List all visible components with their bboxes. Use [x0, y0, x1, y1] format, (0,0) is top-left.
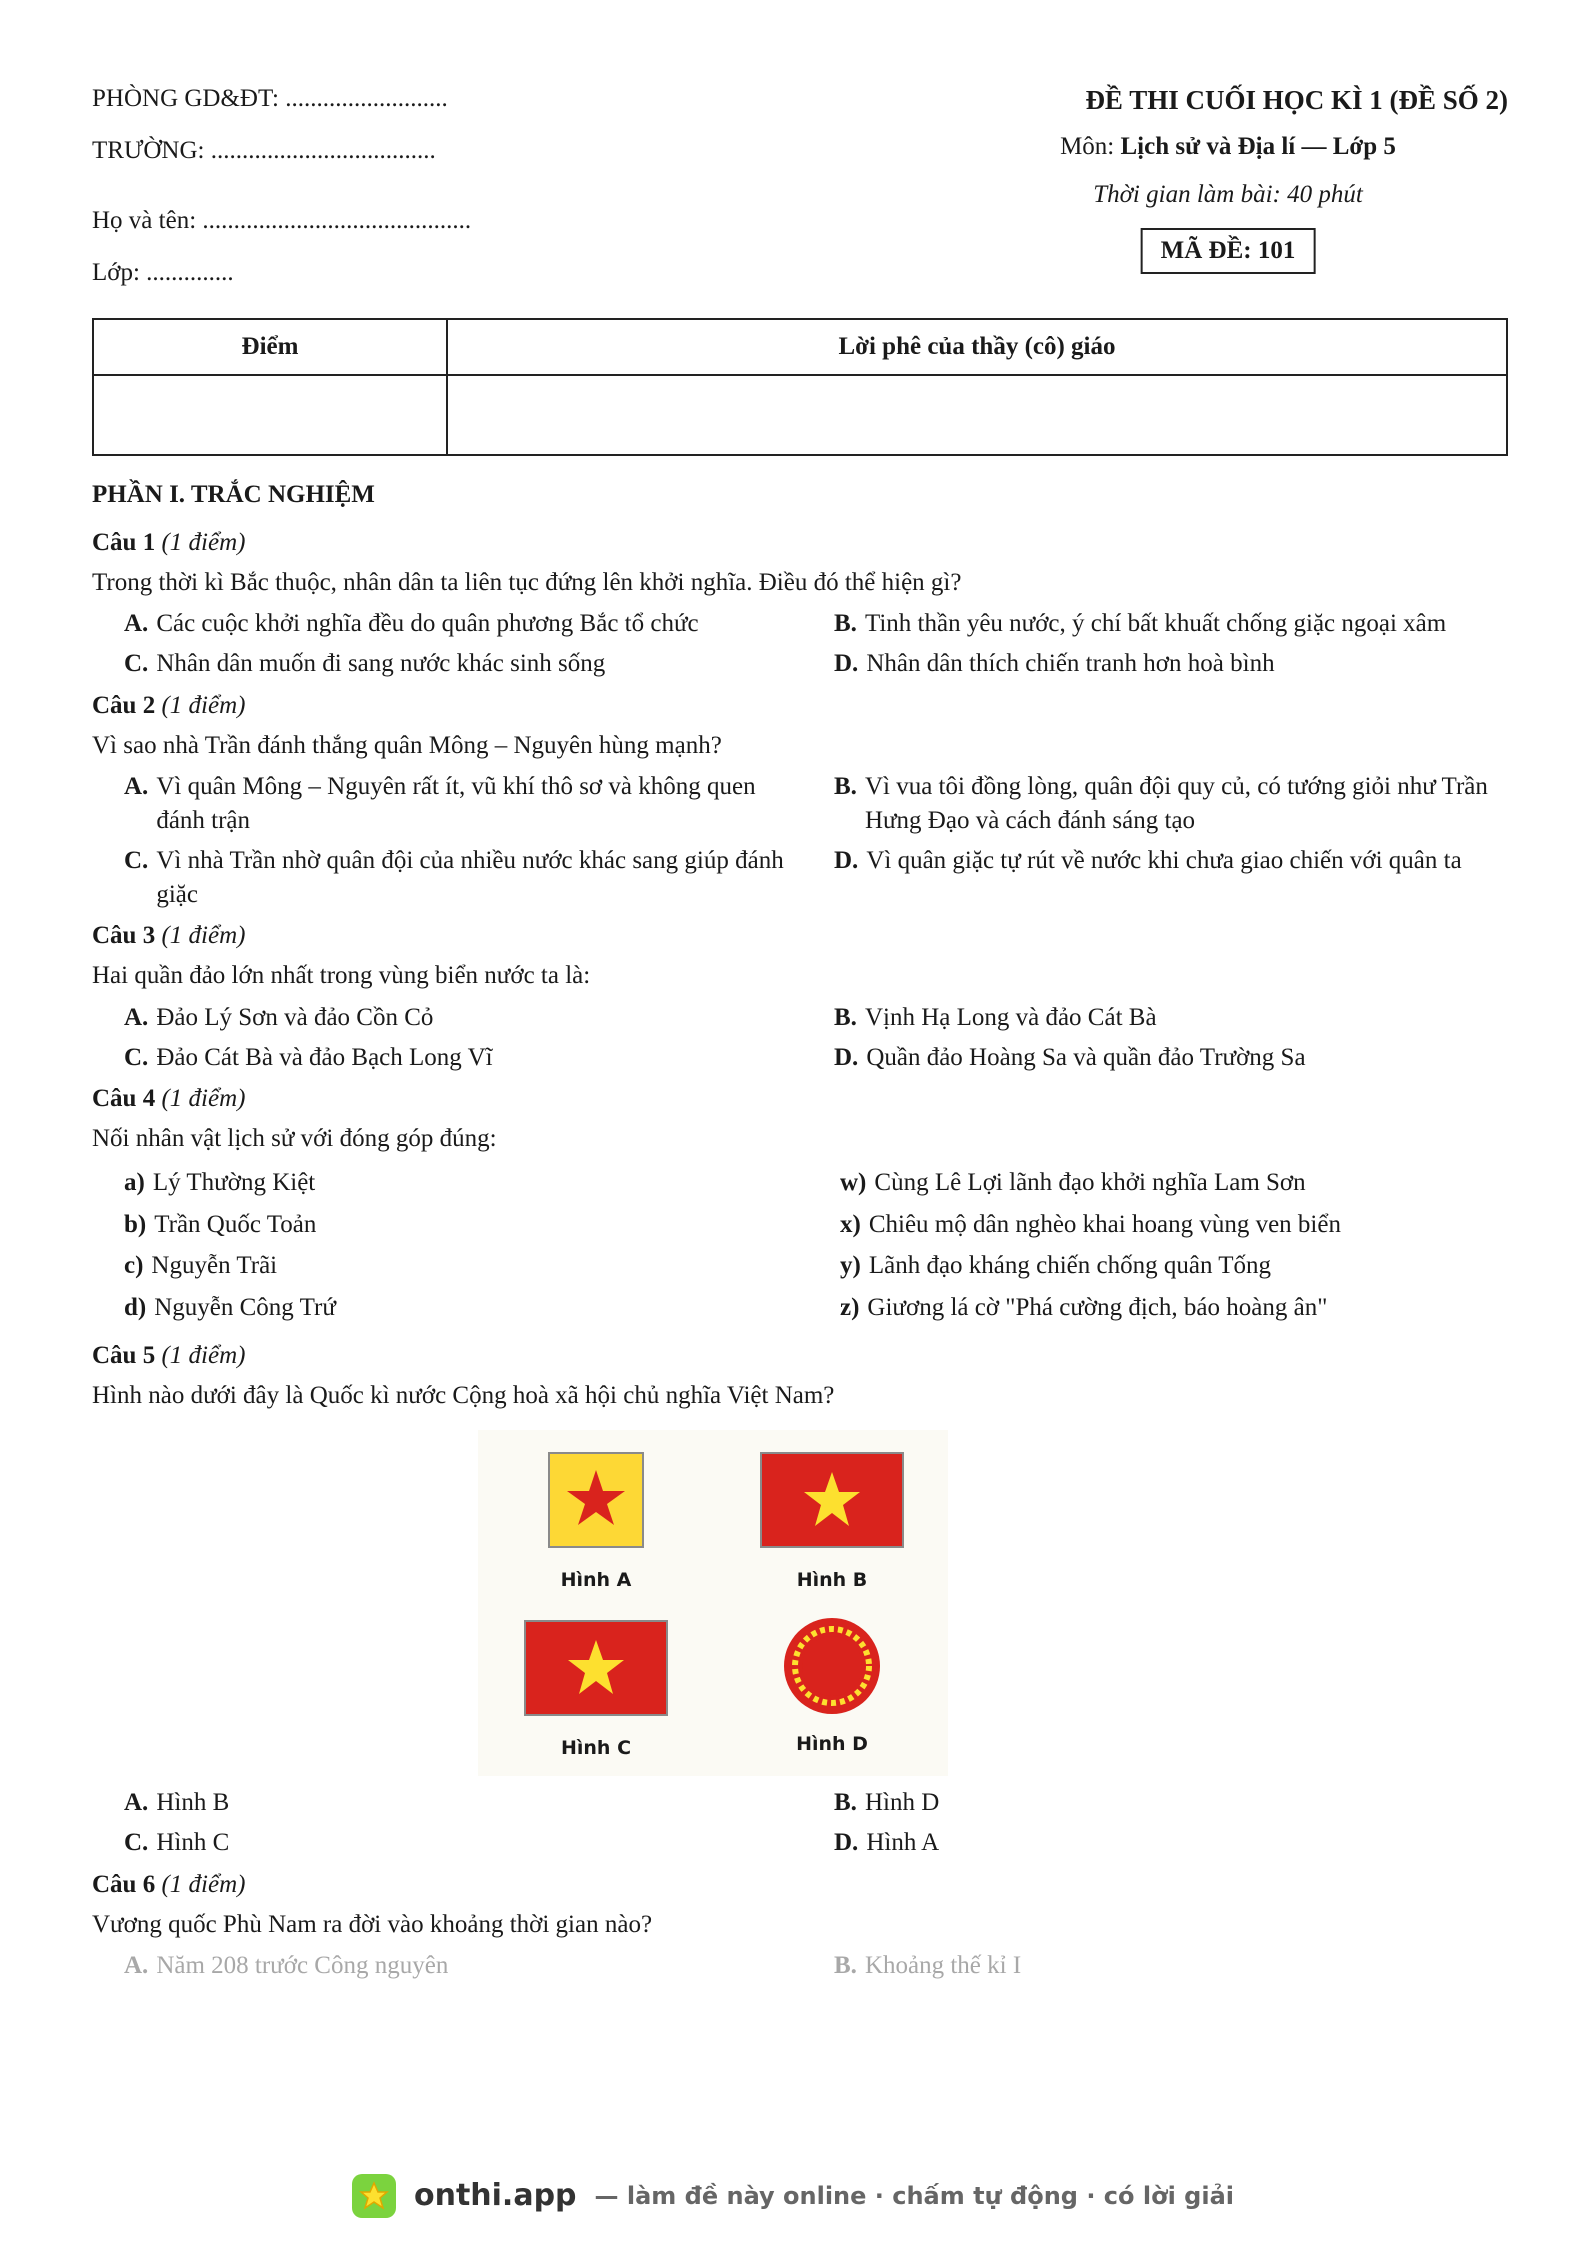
section-title: PHẦN I. TRẮC NGHIỆM [92, 481, 375, 508]
question-label: Câu 1 [92, 528, 156, 556]
option-a[interactable] [92, 1949, 802, 1983]
comment-cell [447, 375, 1507, 455]
match-right-w[interactable] [804, 1166, 1508, 1200]
question-1 [92, 526, 1508, 681]
match-right-z[interactable] [804, 1291, 1508, 1325]
match-text: Nguyễn Công Trứ [154, 1294, 336, 1321]
option-b[interactable] [802, 1786, 1508, 1820]
option-b[interactable] [802, 1001, 1508, 1035]
option-letter: D. [834, 846, 859, 874]
red-flag-yellow-star-icon [760, 1452, 904, 1548]
option-text: Hình B [156, 1789, 230, 1817]
footer-brand[interactable]: onthi.app [413, 2177, 577, 2213]
question-3 [92, 919, 1508, 1074]
match-letter: w) [840, 1168, 867, 1196]
question-4 [92, 1082, 1508, 1325]
option-text: Vịnh Hạ Long và đảo Cát Bà [864, 1003, 1157, 1031]
option-letter: D. [834, 650, 859, 677]
match-left-a[interactable] [92, 1166, 804, 1200]
exam-title: ĐỀ THI CUỐI HỌC KÌ 1 (ĐỀ SỐ 2) [1085, 85, 1508, 115]
matching-grid [92, 1166, 1508, 1325]
match-letter: c) [124, 1252, 144, 1280]
match-text: Chiêu mộ dân nghèo khai hoang vùng ven biển [868, 1210, 1341, 1238]
option-b[interactable] [802, 607, 1508, 641]
option-a[interactable] [92, 1001, 802, 1035]
lop-field: Lớp: .............. [92, 259, 234, 286]
match-letter: d) [124, 1294, 147, 1321]
question-points: (1 điểm) [161, 691, 246, 719]
option-text: Khoảng thế kỉ I [864, 1952, 1022, 1980]
option-b[interactable] [802, 1949, 1508, 1983]
red-flag-yellow-star-icon [524, 1620, 668, 1716]
question-points: (1 điểm) [161, 922, 246, 950]
match-left-b[interactable] [92, 1208, 804, 1242]
option-text: Hình D [864, 1789, 940, 1817]
option-text: Tinh thần yêu nước, ý chí bất khuất chống giặc ngoại xâm [864, 610, 1447, 638]
option-d[interactable] [802, 647, 1508, 681]
match-text: Lý Thường Kiệt [152, 1168, 316, 1196]
option-c[interactable] [92, 1826, 802, 1860]
option-c[interactable] [92, 647, 802, 681]
option-b[interactable] [802, 770, 1508, 838]
question-text: Vì sao nhà Trần đánh thắng quân Mông – Nguyên hùng mạnh? [92, 731, 722, 759]
match-text: Giương lá cờ "Phá cường địch, báo hoàng ân" [867, 1294, 1328, 1321]
question-text: Hai quần đảo lớn nhất trong vùng biển nước ta là: [92, 962, 591, 989]
comment-header: Lời phê của thầy (cô) giáo [447, 319, 1507, 375]
ma-de-box: MÃ ĐỀ: 101 [1141, 228, 1316, 274]
option-letter: C. [124, 1043, 149, 1071]
option-a[interactable] [92, 607, 802, 641]
figure-d [782, 1616, 882, 1757]
match-text: Trần Quốc Toản [154, 1210, 317, 1238]
option-letter: A. [124, 773, 149, 801]
phong-gd-field: PHÒNG GD&ĐT: .......................... [92, 85, 448, 112]
match-letter: b) [124, 1210, 147, 1238]
match-right-y[interactable] [804, 1249, 1508, 1283]
option-letter: D. [834, 1043, 859, 1071]
option-a[interactable] [92, 1786, 802, 1820]
option-letter: A. [124, 1789, 149, 1817]
question-title [92, 689, 1508, 723]
question-label: Câu 2 [92, 691, 156, 719]
match-text: Cùng Lê Lợi lãnh đạo khởi nghĩa Lam Sơn [874, 1168, 1306, 1196]
option-letter: B. [834, 610, 857, 638]
subject-name: Lịch sử và Địa lí — Lớp 5 [1120, 133, 1396, 160]
match-letter: x) [840, 1210, 861, 1238]
onthi-logo [352, 2174, 396, 2218]
option-text: Vì quân giặc tự rút về nước khi chưa giao chiến với quân ta [866, 846, 1462, 874]
match-letter: y) [840, 1252, 861, 1280]
option-letter: B. [834, 1789, 857, 1817]
score-table [92, 318, 1508, 456]
option-letter: A. [124, 1003, 149, 1031]
question-6 [92, 1868, 1508, 1983]
option-letter: D. [834, 1829, 859, 1856]
option-c[interactable] [92, 844, 802, 912]
exam-content [92, 478, 1508, 1983]
question-text: Trong thời kì Bắc thuộc, nhân dân ta liên tục đứng lên khởi nghĩa. Điều đó thể hiện gì? [92, 568, 962, 596]
score-cell [93, 375, 447, 455]
question-text: Hình nào dưới đây là Quốc kì nước Cộng hoà xã hội chủ nghĩa Việt Nam? [92, 1381, 835, 1409]
option-text: Đảo Lý Sơn và đảo Cồn Cỏ [156, 1003, 434, 1031]
match-left-d[interactable] [92, 1291, 804, 1325]
option-text: Năm 208 trước Công nguyên [156, 1952, 449, 1980]
red-sun-emblem-icon [782, 1616, 882, 1716]
question-title [92, 919, 1508, 953]
option-d[interactable] [802, 1826, 1508, 1860]
question-title [92, 1339, 1508, 1373]
question-points: (1 điểm) [161, 1870, 246, 1898]
footer-banner[interactable] [0, 2168, 1586, 2224]
figure-a [548, 1452, 644, 1593]
score-header: Điểm [93, 319, 447, 375]
option-letter: C. [124, 650, 149, 677]
option-text: Hình A [866, 1829, 940, 1856]
option-letter: B. [834, 773, 857, 801]
option-d[interactable] [802, 1041, 1508, 1075]
option-text: Vì quân Mông – Nguyên rất ít, vũ khí thô sơ và không quen đánh trận [156, 773, 756, 834]
question-title [92, 1868, 1508, 1902]
option-text: Nhân dân muốn đi sang nước khác sinh sống [156, 650, 606, 677]
match-letter: a) [124, 1168, 145, 1196]
figure-caption: Hình D [796, 1733, 868, 1755]
question-label: Câu 4 [92, 1085, 156, 1113]
option-a[interactable] [92, 770, 802, 838]
question-points: (1 điểm) [161, 1085, 246, 1113]
option-text: Vì nhà Trần nhờ quân đội của nhiều nước khác sang giúp đánh giặc [156, 846, 784, 908]
figure-b [760, 1452, 904, 1593]
question-2 [92, 689, 1508, 912]
option-c[interactable] [92, 1041, 802, 1075]
ho-ten-field: Họ và tên: ........................................... [92, 207, 472, 234]
option-d[interactable] [802, 844, 1508, 912]
flags-figure [478, 1430, 948, 1776]
option-text: Vì vua tôi đồng lòng, quân đội quy củ, có tướng giỏi như Trần Hưng Đạo và cách đánh sáng tạo [864, 773, 1488, 834]
match-text: Nguyễn Trãi [151, 1252, 278, 1280]
option-text: Hình C [156, 1829, 230, 1856]
option-text: Quần đảo Hoàng Sa và quần đảo Trường Sa [866, 1043, 1306, 1071]
option-letter: B. [834, 1952, 857, 1980]
option-text: Nhân dân thích chiến tranh hơn hoà bình [866, 650, 1275, 677]
option-letter: A. [124, 1952, 149, 1980]
option-letter: C. [124, 846, 149, 874]
figure-caption: Hình C [560, 1737, 632, 1759]
question-title [92, 1082, 1508, 1116]
match-left-c[interactable] [92, 1249, 804, 1283]
exam-time: Thời gian làm bài: 40 phút [1093, 181, 1363, 208]
question-points: (1 điểm) [161, 1341, 246, 1369]
figure-caption: Hình A [560, 1569, 632, 1591]
question-text: Nối nhân vật lịch sử với đóng góp đúng: [92, 1125, 497, 1152]
option-letter: A. [124, 610, 149, 638]
match-letter: z) [840, 1294, 860, 1321]
question-title [92, 526, 1508, 560]
yellow-flag-red-star-icon [548, 1452, 644, 1548]
truong-field: TRƯỜNG: .................................... [92, 137, 436, 164]
question-5 [92, 1339, 1508, 1860]
question-label: Câu 6 [92, 1870, 156, 1898]
question-label: Câu 5 [92, 1341, 156, 1369]
option-text: Các cuộc khởi nghĩa đều do quân phương Bắc tổ chức [156, 610, 699, 638]
match-text: Lãnh đạo kháng chiến chống quân Tống [868, 1252, 1272, 1280]
option-text: Đảo Cát Bà và đảo Bạch Long Vĩ [156, 1043, 493, 1071]
subject-prefix: Môn: [1060, 133, 1121, 160]
option-letter: C. [124, 1829, 149, 1856]
exam-subject [948, 130, 1508, 164]
figure-caption: Hình B [796, 1569, 868, 1591]
star-icon [359, 2181, 389, 2211]
question-text: Vương quốc Phù Nam ra đời vào khoảng thời gian nào? [92, 1910, 653, 1938]
question-points: (1 điểm) [161, 528, 246, 556]
question-label: Câu 3 [92, 922, 156, 950]
figure-c [524, 1620, 668, 1761]
option-letter: B. [834, 1003, 857, 1031]
footer-tagline: — làm đề này online · chấm tự động · có lời giải [594, 2181, 1234, 2210]
match-right-x[interactable] [804, 1208, 1508, 1242]
